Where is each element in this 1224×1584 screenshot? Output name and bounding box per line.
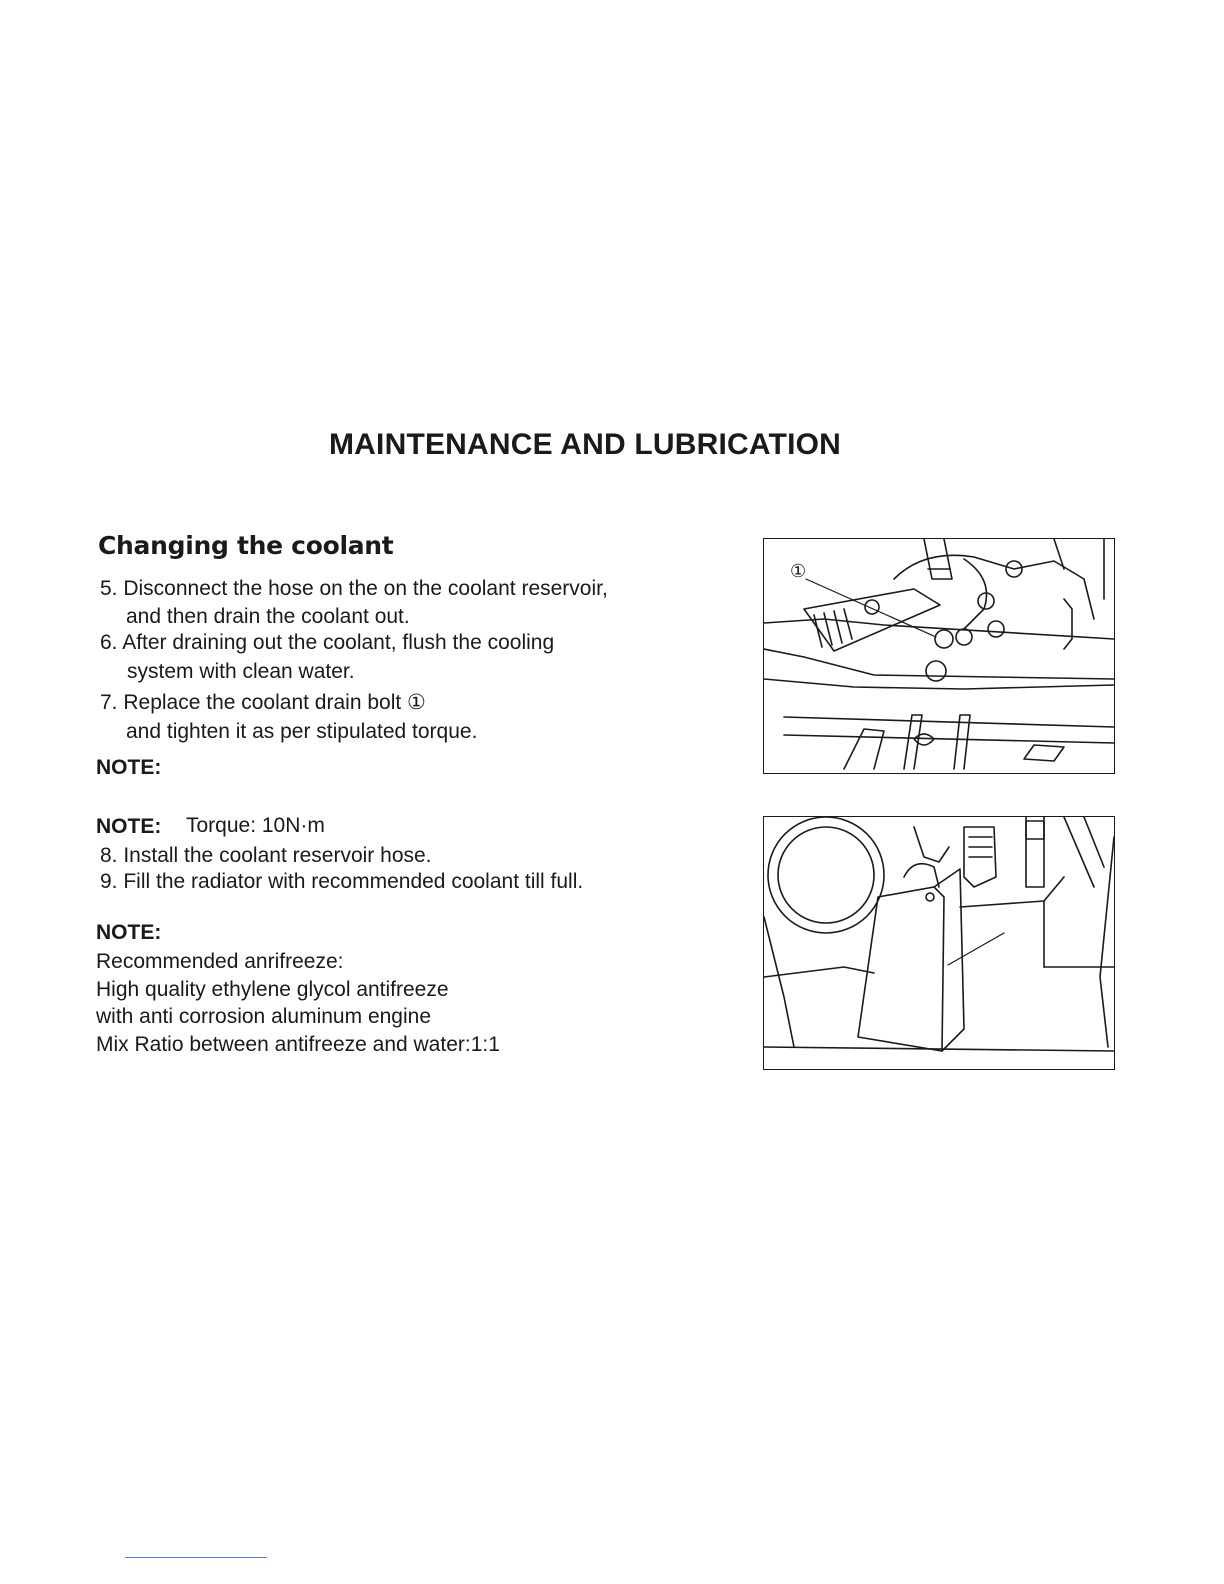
step-5-line-1: 5. Disconnect the hose on the on the coolant reservoir, bbox=[100, 577, 608, 600]
page-title: MAINTENANCE AND LUBRICATION bbox=[328, 428, 842, 461]
section-heading: Changing the coolant bbox=[98, 531, 394, 560]
drain-bolt-callout: ① bbox=[790, 561, 807, 582]
drain-bolt-illustration bbox=[764, 539, 1114, 773]
step-7-line-2: and tighten it as per stipulated torque. bbox=[126, 720, 478, 743]
note-line-2: High quality ethylene glycol antifreeze bbox=[96, 978, 449, 1001]
note-line-3: with anti corrosion aluminum engine bbox=[96, 1005, 432, 1028]
fill-radiator-illustration bbox=[764, 817, 1114, 1069]
note-line-4: Mix Ratio between antifreeze and water:1:1 bbox=[96, 1033, 500, 1056]
step-9: 9. Fill the radiator with recommended coolant till full. bbox=[100, 870, 584, 893]
step-5-line-2: and then drain the coolant out. bbox=[126, 605, 410, 628]
note-label-1: NOTE: bbox=[96, 756, 162, 779]
note-line-1: Recommended anrifreeze: bbox=[96, 950, 344, 973]
drain-bolt-figure bbox=[763, 538, 1115, 774]
step-6-line-2: system with clean water. bbox=[127, 660, 355, 683]
note-label-3: NOTE: bbox=[96, 921, 162, 944]
fill-radiator-figure bbox=[763, 816, 1115, 1070]
step-8: 8. Install the coolant reservoir hose. bbox=[100, 844, 432, 867]
note-label-2: NOTE: bbox=[96, 815, 162, 838]
step-6-line-1: 6. After draining out the coolant, flush the cooling bbox=[100, 631, 555, 654]
torque-value: Torque: 10N·m bbox=[186, 814, 325, 837]
page-divider bbox=[125, 1557, 267, 1558]
step-7-line-1: 7. Replace the coolant drain bolt ① bbox=[100, 691, 426, 714]
